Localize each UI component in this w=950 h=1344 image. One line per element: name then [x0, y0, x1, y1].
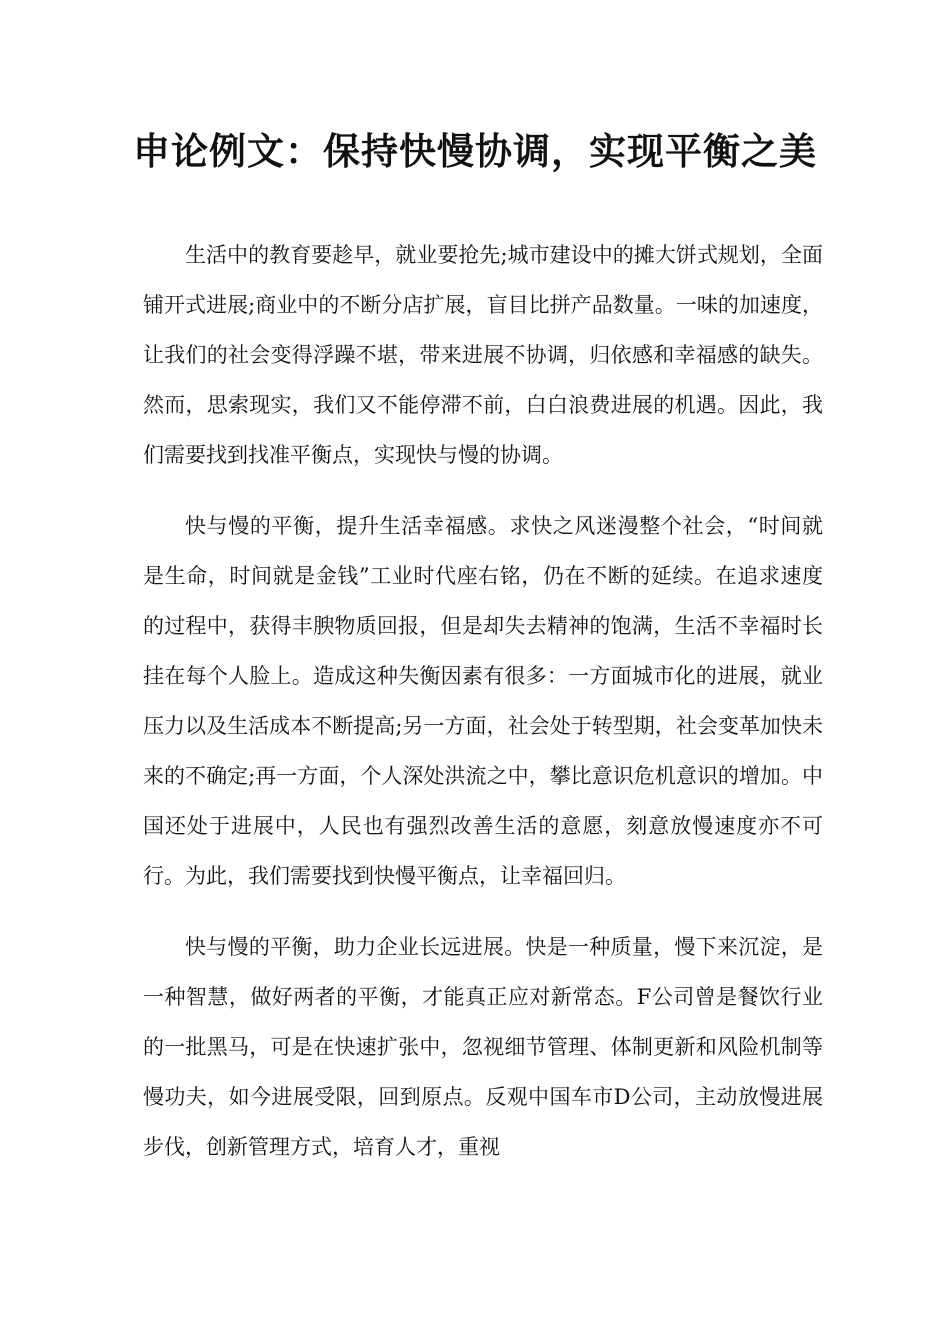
paragraph: 快与慢的平衡，助力企业长远进展。快是一种质量，慢下来沉淀，是一种智慧，做好两者的平衡，才能真正应对新常态。F公司曾是餐饮行业的一批黑马，可是在快速扩张中，忽视细节管理、体制更新和风险机制等慢功夫，如今进展受限，回到原点。反观中国车市D公司，主动放慢进展步伐，创新管理方式，培育人才，重视: [143, 935, 823, 1159]
document-body: [143, 230, 823, 1193]
paragraph: 快与慢的平衡，提升生活幸福感。求快之风迷漫整个社会，“时间就是生命，时间就是金钱”工业时代座右铭，仍在不断的延续。在追求速度的过程中，获得丰腴物质回报，但是却失去精神的饱满，生活不幸福时长挂在每个人脸上。造成这种失衡因素有很多：一方面城市化的进展，就业压力以及生活成本不断提高;另一方面，社会处于转型期，社会变革加快未来的不确定;再一方面，个人深处洪流之中，攀比意识危机意识的增加。中国还处于进展中，人民也有强烈改善生活的意愿，刻意放慢速度亦不可行。为此，我们需要找到快慢平衡点，让幸福回归。: [143, 514, 823, 888]
document-title: 申论例文：保持快慢协调，实现平衡之美: [133, 130, 817, 173]
paragraph: 生活中的教育要趁早，就业要抢先;城市建设中的摊大饼式规划，全面铺开式进展;商业中的不断分店扩展，盲目比拼产品数量。一味的加速度，让我们的社会变得浮躁不堪，带来进展不协调，归依感和幸福感的缺失。然而，思索现实，我们又不能停滞不前，白白浪费进展的机遇。因此，我们需要找到找准平衡点，实现快与慢的协调。: [143, 243, 823, 467]
